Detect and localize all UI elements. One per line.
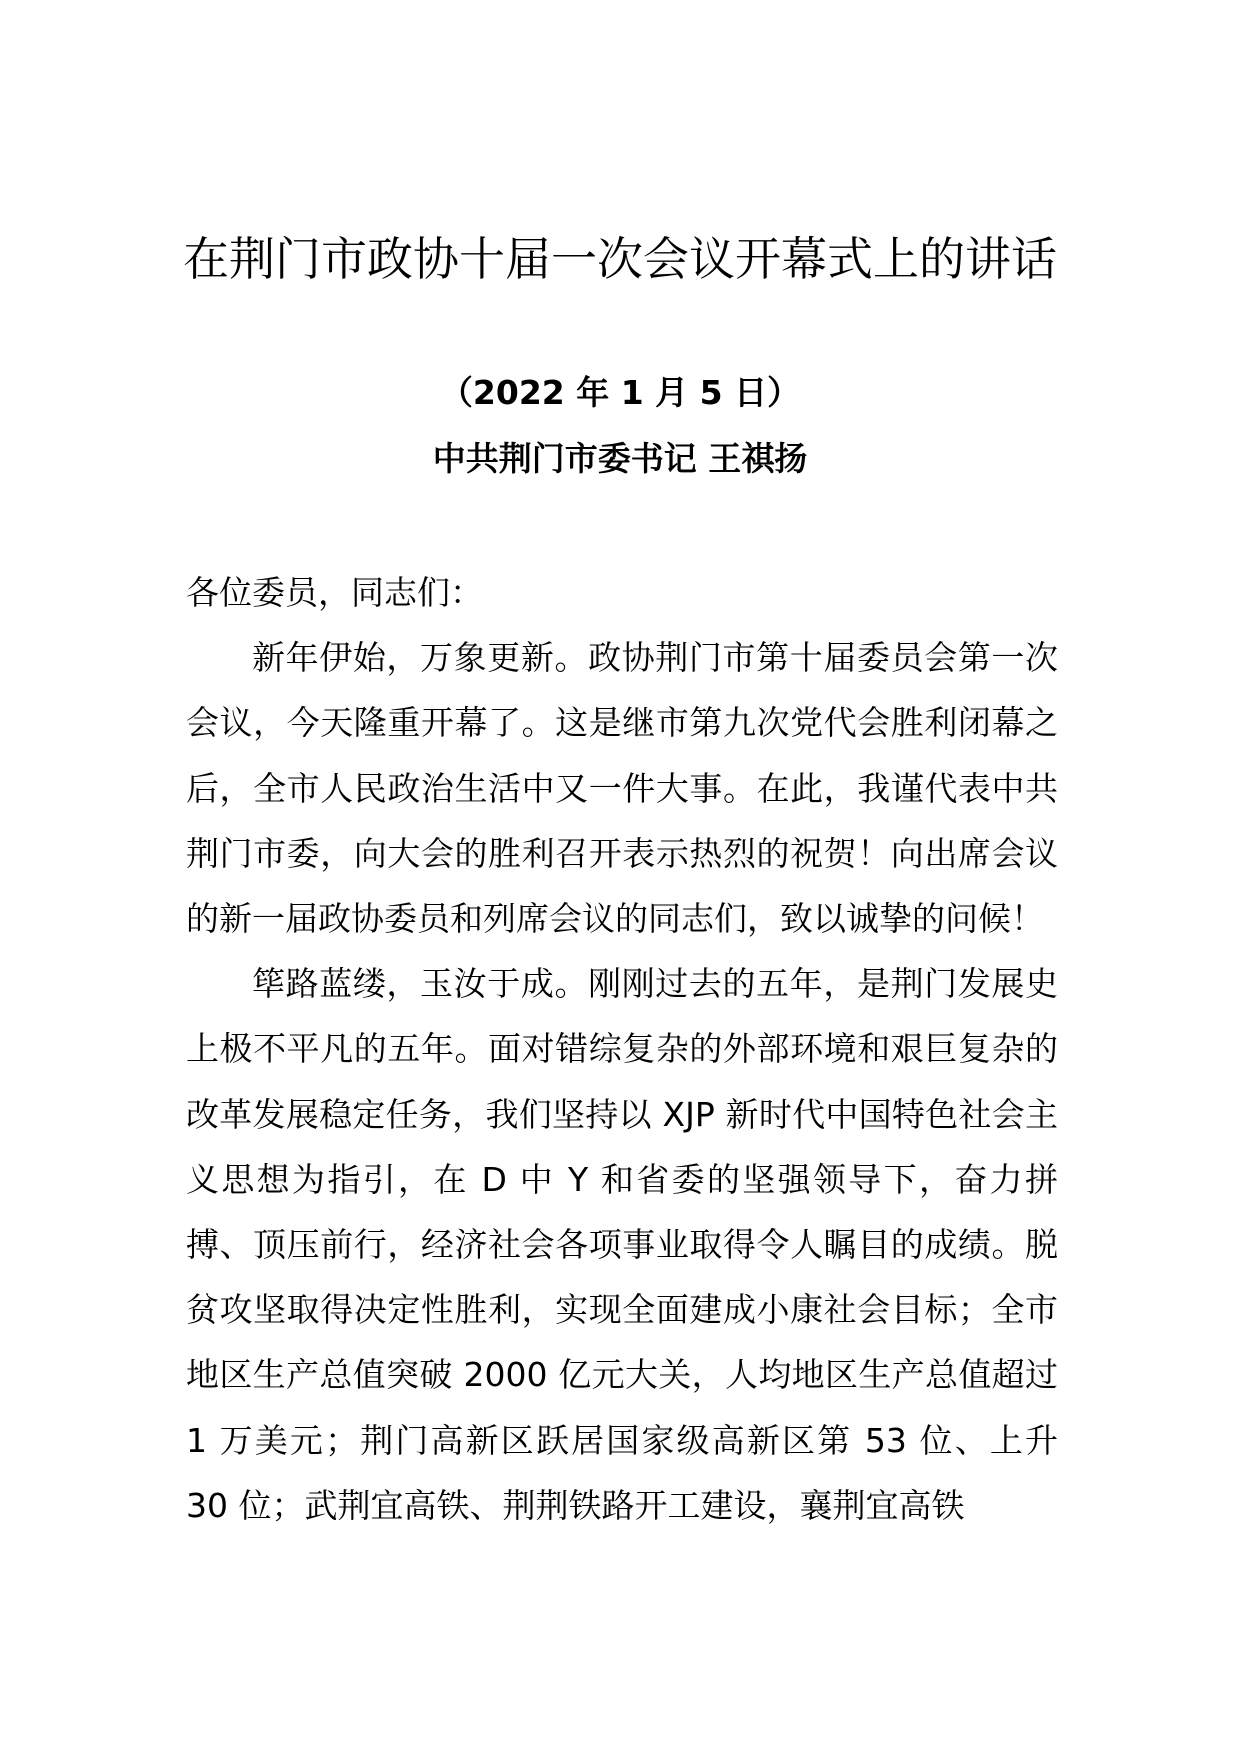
document-author: 中共荆门市委书记 王祺扬 [432, 439, 808, 478]
document-date: （2022 年 1 月 5 日） [439, 373, 801, 412]
paragraph-2: 筚路蓝缕，玉汝于成。刚刚过去的五年，是荆门发展史上极不平凡的五年。面对错综复杂的外部环境和艰巨复杂的改革发展稳定任务，我们坚持以 XJP 新时代中国特色社会主义思想为指引，在 D 中 Y 和省委的坚强领导下，奋力拼搏、顶压前行，经济社会各项事业取得令人瞩目的成绩。脱贫攻坚取得决定性胜利，实现全面建成小康社会目标；全市地区生产总值突破 2000 亿元大关，人均地区生产总值超过 1 万美元；荆门高新区跃居国家级高新区第 53 位、上升 30 位；武荆宜高铁、荆荆铁路开工建设，襄荆宜高铁 [186, 964, 1058, 1525]
paragraph-1: 新年伊始，万象更新。政协荆门市第十届委员会第一次会议，今天隆重开幕了。这是继市第九次党代会胜利闭幕之后，全市人民政治生活中又一件大事。在此，我谨代表中共荆门市委，向大会的胜利召开表示热烈的祝贺！向出席会议的新一届政协委员和列席会议的同志们，致以诚挚的问候！ [186, 638, 1058, 939]
salutation: 各位委员，同志们： [186, 573, 483, 612]
document-title: 在荆门市政协十届一次会议开幕式上的讲话 [183, 232, 1057, 286]
document-body [186, 560, 1058, 1538]
